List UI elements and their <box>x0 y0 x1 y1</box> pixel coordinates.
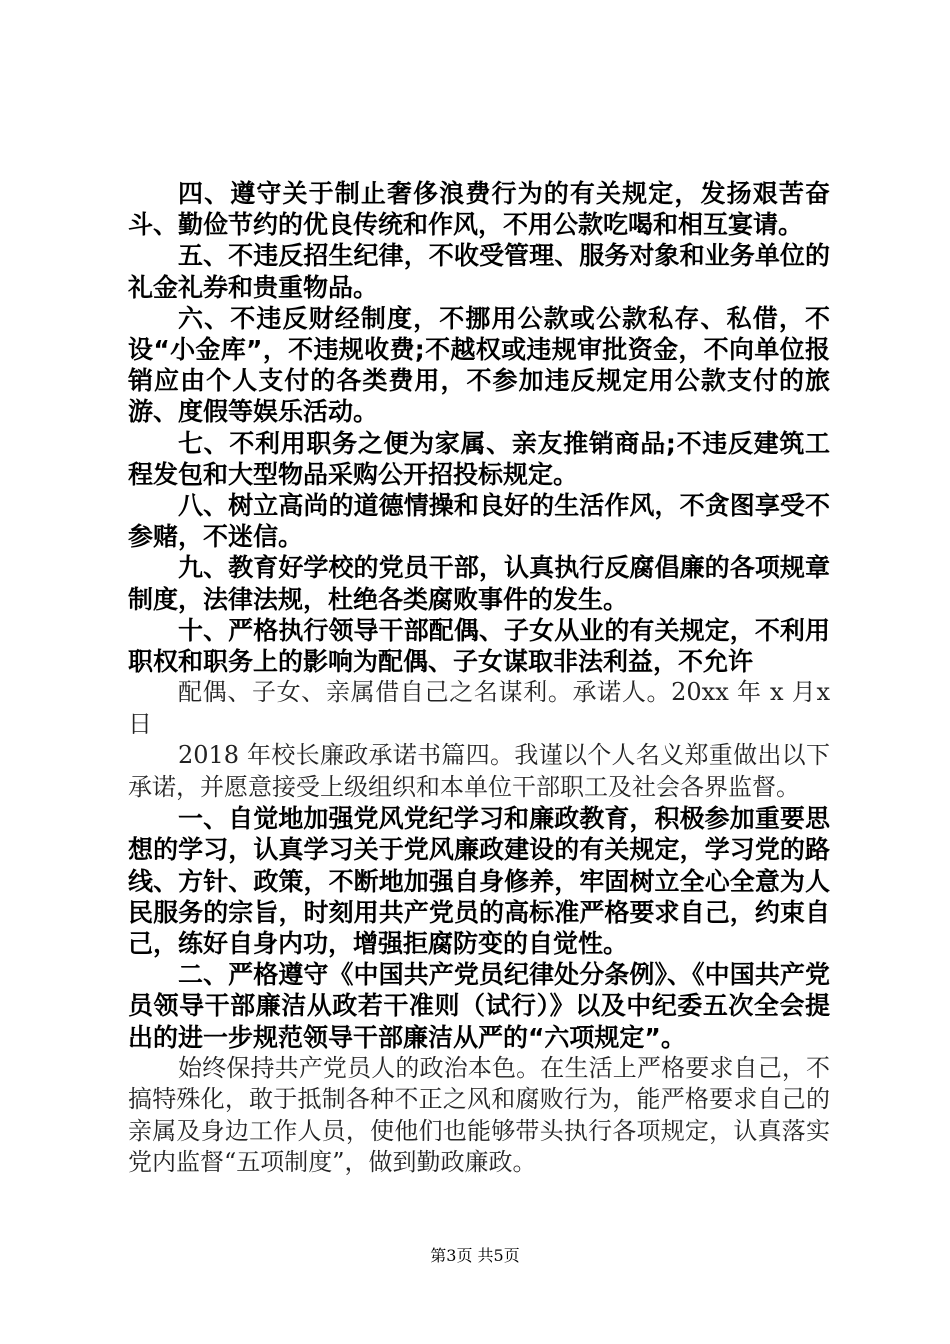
paragraph-5: 五、不违反招生纪律，不收受管理、服务对象和业务单位的礼金礼券和贵重物品。 <box>128 241 830 302</box>
paragraph-4: 四、遵守关于制止奢侈浪费行为的有关规定，发扬艰苦奋斗、勤俭节约的优良传统和作风，不用公款吃喝和相互宴请。 <box>128 179 830 240</box>
paragraph-10: 十、严格执行领导干部配偶、子女从业的有关规定，不利用职权和职务上的影响为配偶、子女谋取非法利益，不允许 <box>128 615 830 677</box>
pledge-item-2-continued: 始终保持共产党员人的政治本色。在生活上严格要求自己，不搞特殊化，敢于抵制各种不正之风和腐败行为，能严格要求自己的亲属及身边工作人员，使他们也能够带头执行各项规定，认真落实党内监督“五项制度”，做到勤政廉政。 <box>128 1053 830 1177</box>
section-intro: 2018 年校长廉政承诺书篇四。我谨以个人名义郑重做出以下承诺，并愿意接受上级组织和本单位干部职工及社会各界监督。 <box>128 741 830 801</box>
document-body <box>128 178 830 1179</box>
signature-line: 配偶、子女、亲属借自己之名谋利。承诺人。20xx 年 x 月x 日 <box>128 678 830 738</box>
pledge-item-1: 一、自觉地加强党风党纪学习和廉政教育，积极参加重要思想的学习，认真学习关于党风廉政建设的有关规定，学习党的路线、方针、政策，不断地加强自身修养，牢固树立全心全意为人民服务的宗旨，时刻用共产党员的高标准严格要求自己，约束自己，练好自身内功，增强拒腐防变的自觉性。 <box>128 804 830 959</box>
pledge-item-2: 二、严格遵守《中国共产党员纪律处分条例》、《中国共产党员领导干部廉洁从政若干准则（试行）》以及中纪委五次全会提出的进一步规范领导干部廉洁从严的“六项规定”。 <box>128 960 830 1052</box>
page-number-footer: 第3页 共5页 <box>430 1246 520 1265</box>
paragraph-6: 六、不违反财经制度，不挪用公款或公款私存、私借，不设“小金库”，不违规收费;不越权或违规审批资金，不向单位报销应由个人支付的各类费用，不参加违反规定用公款支付的旅游、度假等娱乐活动。 <box>128 303 830 427</box>
paragraph-8: 八、树立高尚的道德情操和良好的生活作风，不贪图享受不参赌，不迷信。 <box>128 491 830 552</box>
paragraph-7: 七、不利用职务之便为家属、亲友推销商品;不违反建筑工程发包和大型物品采购公开招投标规定。 <box>128 428 830 489</box>
paragraph-9: 九、教育好学校的党员干部，认真执行反腐倡廉的各项规章制度，法律法规，杜绝各类腐败事件的发生。 <box>128 553 830 614</box>
